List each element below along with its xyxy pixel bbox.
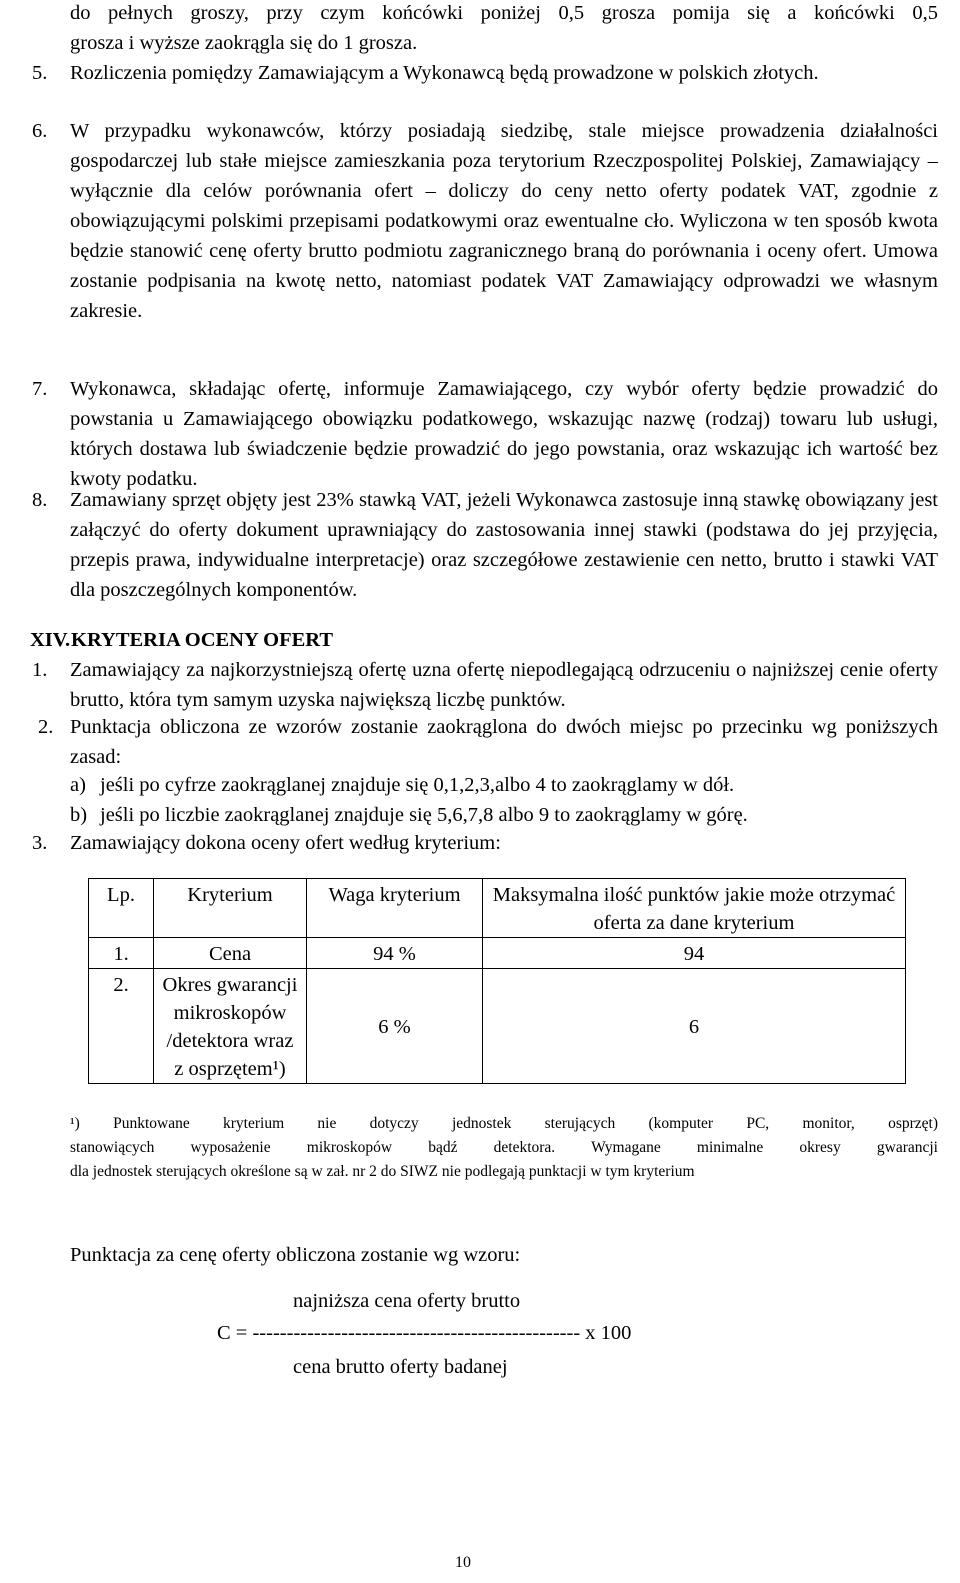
intro-paragraph bbox=[70, 0, 938, 58]
intro-line: do pełnych groszy, przy czym końcówki poniżej 0,5 grosza pomija się a końcówki 0,5 bbox=[70, 2, 938, 24]
list-item bbox=[32, 374, 938, 494]
table-header-cell: Maksymalna ilość punktów jakie może otrzymać oferta za dane kryterium bbox=[483, 879, 906, 938]
item-number: 2. bbox=[38, 716, 54, 738]
list-item bbox=[32, 655, 938, 715]
item-text: Punktacja obliczona ze wzorów zostanie zaokrąglona do dwóch miejsc po przecinku wg poniższych zasad: bbox=[70, 716, 938, 768]
list-item bbox=[38, 712, 938, 772]
list-item bbox=[32, 828, 938, 858]
item-text: Wykonawca, składając ofertę, informuje Zamawiającego, czy wybór oferty będzie prowadzić do powstania u Zamawiającego obowiązku podatkowego, wskazując nazwę (rodzaj) towaru lub usługi, których dostawa lub świadczenie będzie prowadzić do jego powstania, oraz wskazując ich wartość bez kwoty podatku. bbox=[70, 378, 938, 490]
section-title: KRYTERIA OCENY OFERT bbox=[71, 629, 334, 651]
item-text: Zamawiający za najkorzystniejszą ofertę uzna ofertę niepodlegającą odrzuceniu o najniższej cenie oferty brutto, która tym samym uzyska największą liczbę punktów. bbox=[70, 659, 938, 711]
rule-item bbox=[70, 770, 734, 800]
table-cell: 2. bbox=[89, 969, 154, 1084]
footnote-line: stanowiących wyposażenie mikroskopów bądź detektora. Wymagane minimalne okresy gwarancji bbox=[70, 1139, 938, 1156]
item-number: 5. bbox=[32, 62, 48, 84]
formula-denominator: cena brutto oferty badanej bbox=[293, 1356, 508, 1378]
rule-item bbox=[70, 800, 748, 830]
item-text: Zamawiany sprzęt objęty jest 23% stawką VAT, jeżeli Wykonawca zastosuje inną stawkę obowiązany jest załączyć do oferty dokument uprawniający do zastosowania innej stawki (podstawa do jej przyjęcia, przepis prawa, indywidualne interpretacje) oraz szczegółowe zestawienie cen netto, brutto i stawki VAT dla poszczególnych komponentów. bbox=[70, 489, 938, 601]
item-number: 3. bbox=[32, 832, 48, 854]
footnote bbox=[70, 1112, 938, 1184]
item-number: 6. bbox=[32, 120, 48, 142]
list-item bbox=[32, 58, 938, 88]
formula-numerator: najniższa cena oferty brutto bbox=[293, 1290, 521, 1312]
rule-text: jeśli po cyfrze zaokrąglanej znajduje się 0,1,2,3,albo 4 to zaokrąglamy w dół. bbox=[100, 774, 735, 796]
rule-label: b) bbox=[70, 804, 88, 826]
item-text: Zamawiający dokona oceny ofert według kryterium: bbox=[70, 832, 501, 854]
intro-line: grosza i wyższe zaokrągla się do 1 grosza. bbox=[70, 32, 418, 54]
criteria-table bbox=[88, 878, 906, 1084]
table-cell: 6 % bbox=[307, 969, 483, 1084]
item-text: Rozliczenia pomiędzy Zamawiającym a Wykonawcą będą prowadzone w polskich złotych. bbox=[70, 62, 819, 84]
item-number: 8. bbox=[32, 489, 48, 511]
table-header-cell: Waga kryterium bbox=[307, 879, 483, 938]
table-row bbox=[89, 969, 906, 1084]
table-header-row bbox=[89, 879, 906, 938]
table-cell: Cena bbox=[154, 938, 307, 969]
item-text: W przypadku wykonawców, którzy posiadają siedzibę, stale miejsce prowadzenia działalności gospodarczej lub stałe miejsce zamieszkania poza terytorium Rzeczpospolitej Polskiej, Zamawiający – wyłącznie dla celów porównania ofert – doliczy do ceny netto oferty podatek VAT, zgodnie z obowiązującymi polskimi przepisami podatkowymi oraz ewentualne cło. Wyliczona w ten sposób kwota będzie stanowić cenę oferty brutto podmiotu zagranicznego braną do porównania i oceny ofert. Umowa zostanie podpisania na kwotę netto, natomiast podatek VAT Zamawiający odprowadzi we własnym zakresie. bbox=[70, 120, 938, 322]
section-number: XIV. bbox=[30, 629, 71, 651]
list-item bbox=[32, 116, 938, 326]
table-row bbox=[89, 938, 906, 969]
table-header-cell: Kryterium bbox=[154, 879, 307, 938]
table-cell: 6 bbox=[483, 969, 906, 1084]
list-item bbox=[32, 485, 938, 605]
table-cell: 94 % bbox=[307, 938, 483, 969]
rule-label: a) bbox=[70, 774, 86, 796]
footnote-line: ¹) Punktowane kryterium nie dotyczy jednostek sterujących (komputer PC, monitor, osprzęt) bbox=[70, 1115, 938, 1132]
formula-line: C = ------------------------------------------------ x 100 bbox=[217, 1322, 632, 1344]
page-number: 10 bbox=[455, 1554, 471, 1571]
section-heading bbox=[30, 625, 333, 655]
table-cell: 1. bbox=[89, 938, 154, 969]
footnote-line: dla jednostek sterujących określone są w zał. nr 2 do SIWZ nie podlegają punktacji w tym kryterium bbox=[70, 1163, 695, 1180]
table-cell: Okres gwarancji mikroskopów /detektora wraz z osprzętem¹) bbox=[154, 969, 307, 1084]
item-number: 7. bbox=[32, 378, 48, 400]
formula-intro: Punktacja za cenę oferty obliczona zostanie wg wzoru: bbox=[70, 1244, 521, 1266]
rule-text: jeśli po liczbie zaokrąglanej znajduje się 5,6,7,8 albo 9 to zaokrąglamy w górę. bbox=[100, 804, 748, 826]
table-header-cell: Lp. bbox=[89, 879, 154, 938]
table-cell: 94 bbox=[483, 938, 906, 969]
item-number: 1. bbox=[32, 659, 48, 681]
